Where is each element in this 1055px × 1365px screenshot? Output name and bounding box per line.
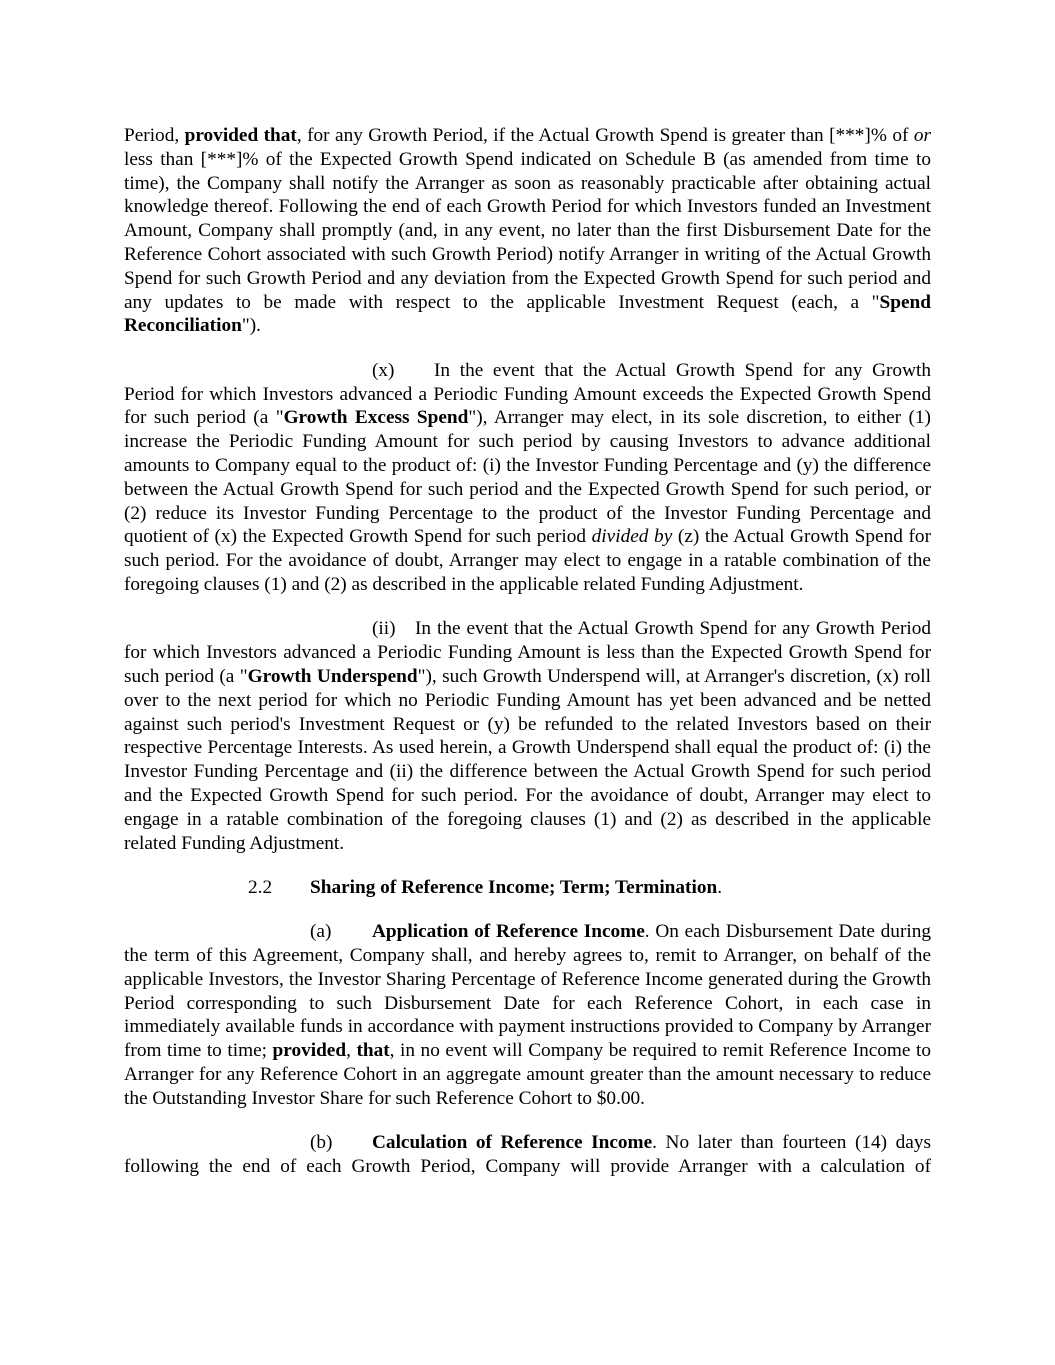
section-number: 2.2 xyxy=(248,876,273,898)
section-heading-2-2: 2.2 Sharing of Reference Income; Term; Termination. xyxy=(248,876,723,898)
paragraph-spend-reconciliation: Period, provided that, for any Growth Period, if the Actual Growth Spend is greater than [***]% of or less than [***]% of the Expected Growth Spend indicated on Schedule B (as amended from time to time), the Company shall notify the Arranger as soon as reasonably practicable after obtaining actual knowledge thereof. Following the end of each Growth Period for which Investors funded an Investment Amount, Company shall promptly (and, in any event, no later than the first Disbursement Date for the Reference Cohort associated with such Growth Period) notify Arranger in writing of the Actual Growth Spend for such Growth Period and any deviation from the Expected Growth Spend for such period and any updates to be made with respect to the applicable Investment Request (each, a "Spend Reconciliation"). xyxy=(124,125,932,337)
clause-number: (x) xyxy=(372,359,395,381)
paragraph-calculation-of-reference-income: (b) Calculation of Reference Income. No later than fourteen (14) days following the end of each Growth Period, Company will provide Arranger with a calculation of xyxy=(124,1132,931,1178)
clause-number: (b) xyxy=(310,1132,333,1154)
paragraph-application-of-reference-income: (a) Application of Reference Income. On each Disbursement Date during the term of this Agreement, Company shall, and hereby agrees to, remit to Arranger, on behalf of the applicable Investors, the Investor Sharing Percentage of Reference Income generated during the Growth Period corresponding to such Disbursement Date for each Reference Cohort, in each case in immediately available funds in accordance with payment instructions provided to Company by Arranger from time to time; provided, that, in no event will Company be required to remit Reference Income to Arranger for any Reference Cohort in an aggregate amount greater than the amount necessary to reduce the Outstanding Investor Share for such Reference Cohort to $0.00. xyxy=(124,921,931,1109)
paragraph-growth-underspend: (ii) In the event that the Actual Growth Spend for any Growth Period for which Investors advanced a Periodic Funding Amount is less than the Expected Growth Spend for such period (a "Growth Underspend"), such Growth Underspend will, at Arranger's discretion, (x) roll over to the next period for which no Periodic Funding Amount has yet been advanced and be netted against such period's Investment Request or (y) be refunded to the related Investors based on their respective Percentage Interests. As used herein, a Growth Underspend shall equal the product of: (i) the Investor Funding Percentage and (ii) the difference between the Actual Growth Spend for such period and the Expected Growth Spend for such period. For the avoidance of doubt, Arranger may elect to engage in a ratable combination of the foregoing clauses (1) and (2) as described in the applicable related Funding Adjustment. xyxy=(124,618,931,854)
term-application-of-reference-income: Application of Reference Income xyxy=(372,921,645,943)
section-title: Sharing of Reference Income; Term; Termination xyxy=(310,876,718,898)
clause-number: (a) xyxy=(310,921,332,943)
term-provided-that: provided that xyxy=(184,125,297,146)
term-calculation-of-reference-income: Calculation of Reference Income xyxy=(372,1132,653,1154)
term-growth-excess-spend: Growth Excess Spend xyxy=(283,407,469,429)
paragraph-growth-excess-spend: (x) In the event that the Actual Growth Spend for any Growth Period for which Investors advanced a Periodic Funding Amount exceeds the Expected Growth Spend for such period (a "Growth Excess Spend"), Arranger may elect, in its sole discretion, to either (1) increase the Periodic Funding Amount for such period by causing Investors to advance additional amounts to Company equal to the product of: (i) the Investor Funding Percentage and (y) the difference between the Actual Growth Spend for such period and the Expected Growth Spend for such period, or (2) reduce its Investor Funding Percentage to the product of the Investor Funding Percentage and quotient of (x) the Expected Growth Spend for such period divided by (z) the Actual Growth Spend for such period. For the avoidance of doubt, Arranger may elect to engage in a ratable combination of the foregoing clauses (1) and (2) as described in the applicable related Funding Adjustment. xyxy=(124,359,931,595)
clause-number: (ii) xyxy=(372,618,396,640)
document-page xyxy=(124,124,931,1199)
term-spend-reconciliation: Spend Reconciliation xyxy=(124,291,931,337)
term-growth-underspend: Growth Underspend xyxy=(247,665,418,687)
